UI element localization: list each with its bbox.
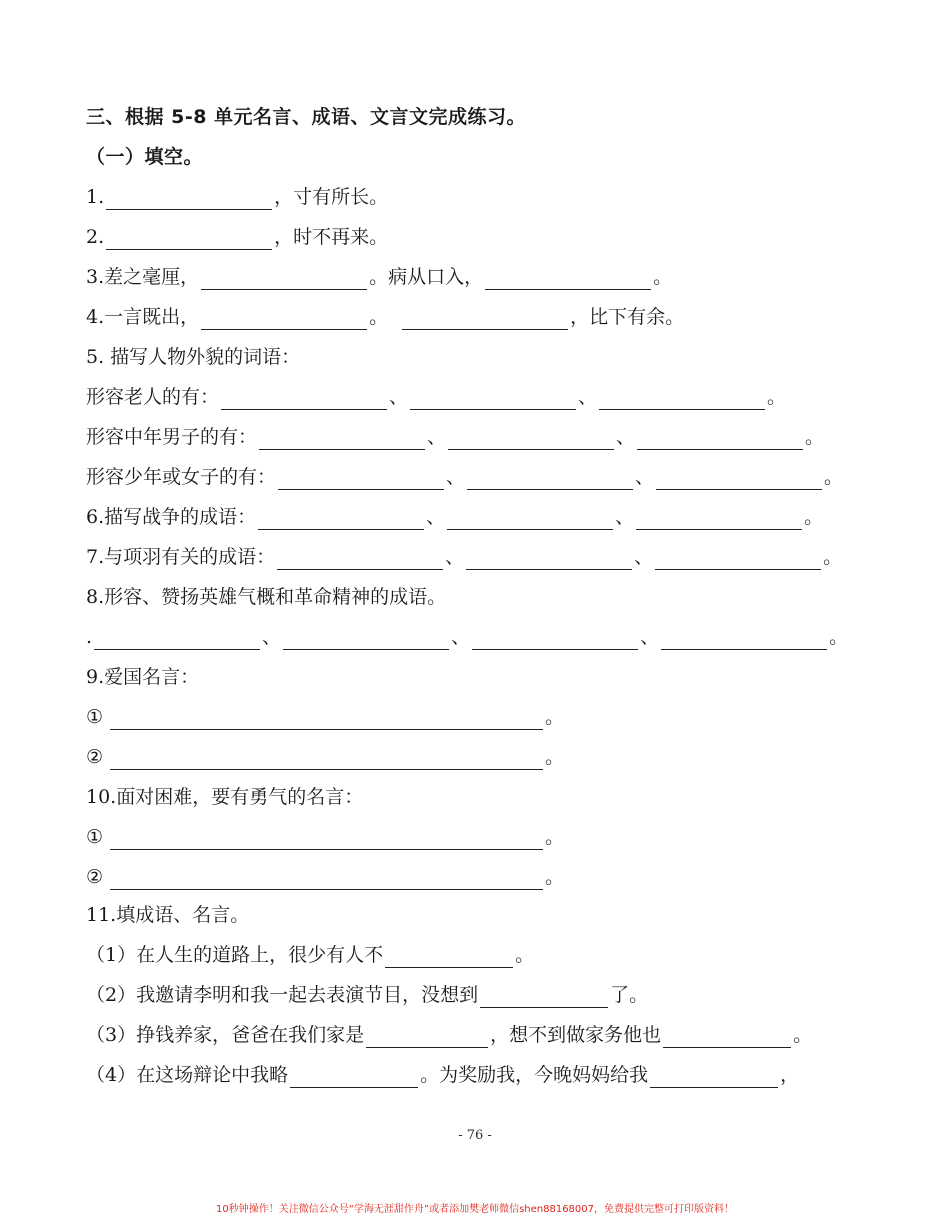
blank[interactable]: [485, 269, 651, 290]
blank[interactable]: [106, 189, 272, 210]
blank[interactable]: [290, 1067, 418, 1088]
blank[interactable]: [599, 389, 765, 410]
question-3: 3.差之毫厘， 。病从口入， 。: [86, 266, 673, 288]
section-title: 三、根据 5-8 单元名言、成语、文言文完成练习。: [86, 106, 527, 128]
question-10-title: 10.面对困难，要有勇气的名言：: [86, 786, 364, 808]
blank[interactable]: [110, 709, 543, 730]
blank[interactable]: [259, 429, 425, 450]
blank[interactable]: [655, 549, 821, 570]
blank[interactable]: [385, 947, 513, 968]
blank[interactable]: [366, 1027, 488, 1048]
question-8-blanks: . 、 、 、 。: [86, 626, 849, 648]
blank[interactable]: [201, 269, 367, 290]
question-11-sub-1: （1）在人生的道路上，很少有人不 。: [86, 944, 535, 966]
blank[interactable]: [283, 629, 449, 650]
question-9-title: 9.爱国名言：: [86, 666, 200, 688]
question-7: 7.与项羽有关的成语： 、 、 。: [86, 546, 843, 568]
blank[interactable]: [467, 469, 633, 490]
blank[interactable]: [480, 987, 608, 1008]
question-8-title: 8.形容、赞扬英雄气概和革命精神的成语。: [86, 586, 447, 608]
question-10-item-2: ② 。: [86, 866, 565, 888]
question-5-title: 5. 描写人物外貌的词语：: [86, 346, 301, 368]
question-9-item-1: ① 。: [86, 706, 565, 728]
blank[interactable]: [221, 389, 387, 410]
blank[interactable]: [636, 509, 802, 530]
blank[interactable]: [201, 309, 367, 330]
page-number: - 76 -: [458, 1128, 492, 1143]
blank[interactable]: [110, 829, 543, 850]
question-11-title: 11.填成语、名言。: [86, 904, 250, 926]
footer-notice: 10秒钟操作！关注微信公众号“学海无涯甜作舟”或者添加樊老师微信shen88168007，免费提供完整可打印版资料！: [215, 1204, 735, 1215]
blank[interactable]: [466, 549, 632, 570]
question-1: 1. ，寸有所长。: [86, 186, 389, 208]
question-10-item-1: ① 。: [86, 826, 565, 848]
blank[interactable]: [402, 309, 568, 330]
blank[interactable]: [278, 469, 444, 490]
blank[interactable]: [410, 389, 576, 410]
blank[interactable]: [110, 749, 543, 770]
blank[interactable]: [447, 509, 613, 530]
blank[interactable]: [94, 629, 260, 650]
section-subtitle: （一）填空。: [86, 146, 204, 168]
blank[interactable]: [663, 1027, 791, 1048]
question-5-middle: 形容中年男子的有： 、 、 。: [86, 426, 825, 448]
question-6: 6.描写战争的成语： 、 、 。: [86, 506, 824, 528]
blank[interactable]: [110, 869, 543, 890]
blank[interactable]: [106, 229, 272, 250]
blank[interactable]: [637, 429, 803, 450]
blank[interactable]: [448, 429, 614, 450]
question-11-sub-3: （3）挣钱养家，爸爸在我们家是 ，想不到做家务他也 。: [86, 1024, 813, 1046]
blank[interactable]: [258, 509, 424, 530]
blank[interactable]: [656, 469, 822, 490]
question-11-sub-4: （4）在这场辩论中我略 。为奖励我，今晚妈妈给我 ，: [86, 1064, 800, 1086]
blank[interactable]: [661, 629, 827, 650]
question-4: 4.一言既出， 。 ，比下有余。: [86, 306, 685, 328]
blank[interactable]: [472, 629, 638, 650]
blank[interactable]: [277, 549, 443, 570]
question-11-sub-2: （2）我邀请李明和我一起去表演节目，没想到 了。: [86, 984, 649, 1006]
question-9-item-2: ② 。: [86, 746, 565, 768]
question-5-young: 形容少年或女子的有： 、 、 。: [86, 466, 844, 488]
question-5-old: 形容老人的有： 、 、 。: [86, 386, 787, 408]
question-2: 2. ，时不再来。: [86, 226, 389, 248]
blank[interactable]: [650, 1067, 778, 1088]
